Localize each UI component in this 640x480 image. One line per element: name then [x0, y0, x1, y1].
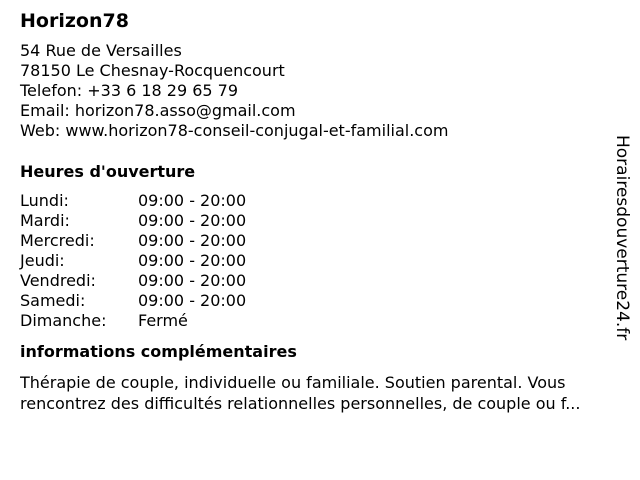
site-watermark	[612, 135, 632, 370]
day-hours: Fermé	[138, 311, 188, 330]
business-name: Horizon78	[20, 10, 129, 32]
contact-block	[20, 41, 620, 141]
day-label: Mardi:	[20, 211, 70, 230]
hours-row-monday	[20, 191, 620, 211]
day-hours: 09:00 - 20:00	[138, 211, 247, 230]
day-label: Vendredi:	[20, 271, 96, 290]
day-hours: 09:00 - 20:00	[138, 271, 247, 290]
web-line: Web: www.horizon78-conseil-conjugal-et-familial.com	[20, 121, 449, 140]
day-label: Samedi:	[20, 291, 86, 310]
description-line-2: rencontrez des difficultés relationnelles personnelles, de couple ou f...	[20, 394, 581, 413]
additional-info-heading: informations complémentaires	[20, 342, 297, 361]
business-card	[20, 8, 620, 414]
phone-line: Telefon: +33 6 18 29 65 79	[20, 81, 239, 100]
opening-hours-table	[20, 191, 620, 331]
day-label: Dimanche:	[20, 311, 107, 330]
day-label: Mercredi:	[20, 231, 95, 250]
watermark-text: Horairesdouverture24.fr	[612, 135, 632, 341]
day-hours: 09:00 - 20:00	[138, 191, 247, 210]
hours-row-tuesday	[20, 211, 620, 231]
day-label: Jeudi:	[20, 251, 65, 270]
day-label: Lundi:	[20, 191, 69, 210]
hours-row-friday	[20, 271, 620, 291]
hours-row-thursday	[20, 251, 620, 271]
additional-info-text	[20, 372, 620, 414]
hours-row-wednesday	[20, 231, 620, 251]
day-hours: 09:00 - 20:00	[138, 291, 247, 310]
description-line-1: Thérapie de couple, individuelle ou familiale. Soutien parental. Vous	[20, 373, 566, 392]
address-street: 54 Rue de Versailles	[20, 41, 182, 60]
opening-hours-heading: Heures d'ouverture	[20, 162, 196, 181]
hours-row-saturday	[20, 291, 620, 311]
hours-row-sunday	[20, 311, 620, 331]
address-city: 78150 Le Chesnay-Rocquencourt	[20, 61, 285, 80]
day-hours: 09:00 - 20:00	[138, 231, 247, 250]
email-line: Email: horizon78.asso@gmail.com	[20, 101, 296, 120]
day-hours: 09:00 - 20:00	[138, 251, 247, 270]
